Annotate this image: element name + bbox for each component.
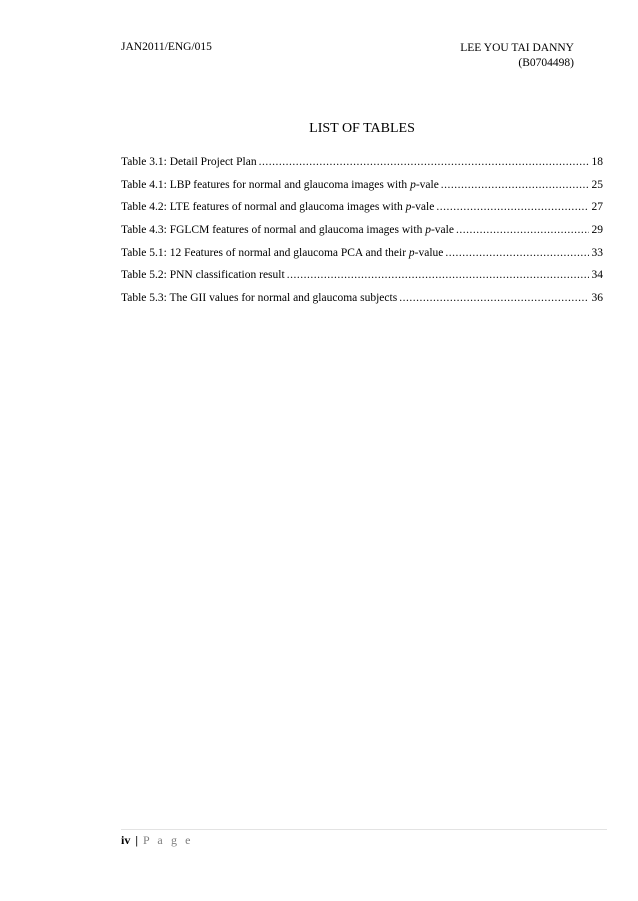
footer-page-label: P a g e — [143, 833, 194, 847]
toc-dot-leader — [399, 292, 588, 304]
toc-entry-title: Table 5.2: PNN classification result — [121, 269, 285, 282]
toc-dot-leader — [445, 247, 588, 259]
footer-divider — [121, 829, 607, 830]
toc-entry[interactable] — [121, 179, 603, 202]
toc-entry-title: Table 4.2: LTE features of normal and glaucoma images with p-vale — [121, 201, 435, 214]
toc-entry[interactable] — [121, 247, 603, 270]
toc-dot-leader — [441, 179, 589, 191]
toc-entry-page: 18 — [591, 156, 603, 168]
page-footer — [121, 833, 193, 848]
toc-dot-leader — [287, 269, 589, 281]
toc-entry-title: Table 5.1: 12 Features of normal and glaucoma PCA and their p-value — [121, 246, 444, 259]
page-title: LIST OF TABLES — [309, 121, 415, 136]
toc-entry[interactable] — [121, 292, 603, 315]
toc-dot-leader — [259, 156, 589, 168]
toc-entry-title: Table 5.3: The GII values for normal and glaucoma subjects — [121, 292, 398, 305]
toc-entry-title: Table 4.3: FGLCM features of normal and glaucoma images with p-vale — [121, 224, 454, 237]
footer-page-number: iv — [121, 833, 131, 847]
toc-entry[interactable] — [121, 156, 603, 179]
header-student-id: (B0704498) — [518, 57, 574, 69]
header-author: LEE YOU TAI DANNY — [460, 42, 574, 54]
toc-entry-page: 33 — [591, 246, 603, 259]
toc-entry-page: 34 — [591, 269, 603, 282]
toc-entry[interactable] — [121, 224, 603, 247]
toc-entry-page: 36 — [591, 292, 603, 305]
toc-dot-leader — [456, 224, 589, 236]
toc-entry-page: 29 — [591, 224, 603, 237]
header-author-block — [460, 41, 574, 71]
toc-entry[interactable] — [121, 269, 603, 292]
toc-entry[interactable] — [121, 201, 603, 224]
list-of-tables — [121, 156, 603, 315]
footer-separator: | — [135, 833, 138, 847]
toc-entry-title: Table 3.1: Detail Project Plan — [121, 156, 257, 168]
toc-dot-leader — [436, 201, 588, 213]
toc-entry-page: 25 — [591, 178, 603, 191]
toc-entry-title: Table 4.1: LBP features for normal and glaucoma images with p-vale — [121, 178, 439, 191]
header-doc-code: JAN2011/ENG/015 — [121, 41, 212, 53]
toc-entry-page: 27 — [591, 201, 603, 214]
